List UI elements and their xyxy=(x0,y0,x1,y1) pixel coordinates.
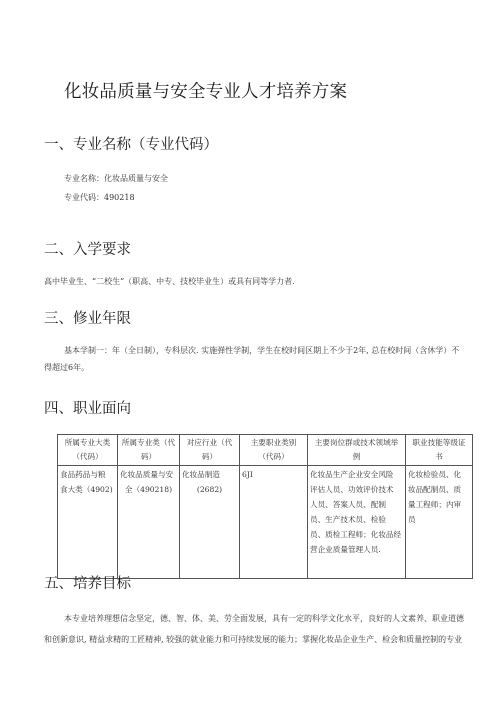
table-header-cell: 所属专业类（代 码） xyxy=(118,435,180,466)
table-header-cell: 对应行业（代 码） xyxy=(180,435,240,466)
admission-requirement-text: 高中毕业生、“二校生”（职高、中专、技校毕业生）或具有同等学力者. xyxy=(44,277,295,286)
table-header-cell: 职业技能等级证 书 xyxy=(406,435,473,466)
section-heading-career: 四、职业面向 xyxy=(44,401,131,417)
table-header-cell: 主要岗位群或技术领域举 例 xyxy=(308,435,406,466)
program-name-line: 专业名称：化妆品质量与安全 xyxy=(64,174,168,183)
table-cell: 化妆品制造 (2682) xyxy=(180,466,240,579)
document-title: 化妆品质量与安全专业人才培养方案 xyxy=(64,82,348,102)
table-row xyxy=(58,466,473,579)
career-table xyxy=(57,434,473,579)
section-heading-program-name: 一、专业名称（专业代码） xyxy=(44,137,218,153)
section-heading-objectives: 五、培养目标 xyxy=(44,576,131,592)
table-cell: 化妆品生产企业安全风险 评估人员、功效评价技术 人员、答案人员、配制 员、生产技术员、检验 员、质检工程师；化妆品经 营企业质量管理人员. xyxy=(308,466,406,579)
table-header-cell: 主要职业类别 （代码） xyxy=(240,435,308,466)
objectives-text-line1: 本专业培养理想信念坚定，德、智、体、美、劳全面发展，具有一定的科学文化水平，良好的人文素养、职业道德 xyxy=(64,614,464,623)
duration-text-line1: 基本学制一：年（全日制），专科层次. 实施弹性学制，学生在校时间区期上不少于2年, 总在校时间（含休学）不 xyxy=(64,346,460,355)
table-cell: 6JI xyxy=(240,466,308,579)
table-cell: 化妆品质量与安 全（490218) xyxy=(118,466,180,579)
table-cell: 食品药品与粮 食大类（4902) xyxy=(58,466,118,579)
table-cell: 化妆检验员、化 妆品配制员、质 量工程师；内审 员 xyxy=(406,466,473,579)
section-heading-duration: 三、修业年限 xyxy=(44,311,131,327)
table-header-row xyxy=(58,435,473,466)
objectives-text-line2: 和创新意识, 精益求精的工匠精神, 较强的就业能力和可持续发展的能力；掌握化妆品企业生产、检会和质量控制的专业 xyxy=(44,635,463,644)
table-header-cell: 所属专业大类 （代码） xyxy=(58,435,118,466)
program-code-line: 专业代码：490218 xyxy=(64,193,135,202)
duration-text-line2: 得超过6年。 xyxy=(44,363,90,372)
section-heading-admission: 二、入学要求 xyxy=(44,242,131,258)
